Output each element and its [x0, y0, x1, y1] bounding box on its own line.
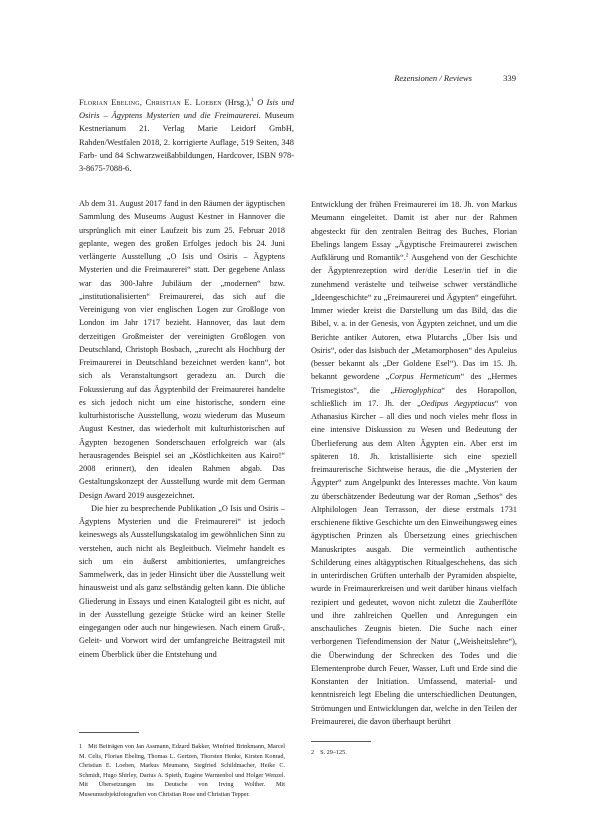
- text-column-right: [311, 198, 517, 728]
- paragraph: Ab dem 31. August 2017 fand in den Räumen der ägyptischen Sammlung des Museums August Kestner in Hannover die ursprünglich mit einer Laufzeit bis zum 25. Februar 2018 geplante, wegen des großen Erfolges jedoch bis 24. Juni verlängerte Ausstellung „O Isis und Osiris – Ägyptens Mysterien und die Freimaurerei“ statt. Der gegebene Anlass war das 300-Jahre Jubiläum der „modernen“ bzw. „institutionalisierten“ Freimaurerei, das sich auf die Vereinigung von vier englischen Logen zur Großloge von London im Jahr 1717 bezieht. Hannover, das laut dem derzeitigen Großmeister der vereinigten Großlogen von Deutschland, Christoph Bosbach, „zurecht als Hochburg der Freimaurerei in Deutschland bezeichnet werden kann“, bot sich als Veranstaltungsort geradezu an. Durch die Fokussierung auf das Ägyptenbild der Freimaurerei handelte es sich jedoch nicht um eine historische, sondern eine kulturhistorische Ausstellung, wozu wiederum das Museum August Kestner, das wiederholt mit kulturhistorischen auf Ägypten bezogenen Sonderschauen erfolgreich war (als herausragendes Beispiel sei an „Köstlichkeiten aus Kairo!“ 2008 erinnert), den idealen Rahmen abgab. Das Gestaltungskonzept der Ausstellung wurde mit dem German Design Award 2019 ausgezeichnet.: [79, 199, 285, 500]
- book-title-part1: O Isis und Osiris –: [79, 98, 294, 121]
- text-column-left: [79, 197, 285, 661]
- footnote-divider: [79, 732, 139, 733]
- footnote-1: [79, 742, 285, 799]
- italic-title: Hieroglyphica: [394, 385, 442, 395]
- editor-note: (Hrsg.),: [221, 98, 252, 107]
- publication-details: . Museum Kestnerianum 21. Verlag Marie Leidorf GmbH, Rahden/Westfalen 2018, 2. korrigierte Auflage, 519 Seiten, 348 Farb- und 84 Schwarzweißabbildungen, Hardcover, ISBN 978-3-8675-7088-6.: [79, 111, 295, 174]
- italic-title: Oedipus Aegyptiacus: [420, 398, 495, 408]
- footnote-marker-1: 1: [251, 97, 254, 104]
- footnote-text: Mit Beiträgen von Jan Assmann, Edzard Bakker, Winfried Brinkmann, Marcel M. Celis, Florian Ebeling, Thomas L. Gertzen, Thorsten Henke, Kirsten Konrad, Christian E. Loeben, Markus Meumann, Siegfried Schildmacher, Heike C. Schmidt, Hugo Shirley, Darius A. Spieth, Eugène Warmenbol und Holger Wenzel. Mit Übersetzungen ins Deutsche von Irving Wolther. Mit Museumsobjektfotografien von Christian Rose und Christian Tepper.: [79, 743, 285, 798]
- footnote-text: S. 29–125.: [320, 749, 347, 756]
- paragraph: Die hier zu besprechende Publikation „O Isis und Osiris – Ägyptens Mysterien und die Freimaurerei“ ist jedoch keineswegs als Ausstellungskatalog im gewöhnlichen Sinn zu verstehen, auch nicht als Begleitbuch. Vielmehr handelt es sich um ein äußerst ambitioniertes, umfangreiches Sammelwerk, das in jeder Hinsicht über die Ausstellung weit hinausweist und als ganz selbständig gelten kann. Die übliche Gliederung in Essays und einen Katalogteil gibt es nicht, auf in der Ausstellung gezeigte Stücke wird an keiner Stelle eingegangen oder auch nur hingewiesen. Nach einem Gruß-, Geleit- und Vorwort wird der umfangreiche Beitragsteil mit einem Überblick über die Entstehung und: [79, 503, 285, 659]
- section-title: Rezensionen / Reviews: [394, 73, 472, 83]
- footnote-2: [311, 748, 517, 758]
- footnote-number: 2: [311, 749, 315, 756]
- page-number: 339: [503, 73, 516, 83]
- footnote-number: 1: [79, 743, 83, 750]
- italic-title: Corpus Hermeticum: [389, 372, 461, 382]
- running-head: [79, 71, 516, 85]
- footnote-divider: [311, 741, 371, 742]
- book-title-part2: Ägyptens Mysterien und die Freimaurerei: [111, 111, 259, 121]
- paragraph: Entwicklung der frühen Freimaurerei im 18. Jh. von Markus Meumann eingeleitet. Damit ist aber nur der Rahmen abgesteckt für den zentralen Beitrag des Buches, Florian Ebelings langem Essay „Ägyptische Freimaurerei zwischen Aufklärung und Romantik“.$^2$ Ausgehend von der Geschichte der Ägyptenrezeption wird der/die Leser/in tief in die zunehmend verästelte und teilweise schwer verständliche „Ideengeschichte“ zu „Freimaurerei und Ägypten“ eingeführt. Immer wieder kreist die Darstellung um das Bild, das die Bibel, v. a. in der Genesis, von Ägypten zeichnet, und um die Berichte antiker Autoren, etwa Plutarchs „Über Isis und Osiris“, oder das Isisbuch der „Metamorphosen“ des Apuleius (besser bekannt als „Der Goldene Esel“). Das im 15. Jh. bekannt gewordene „Corpus Hermeticum“ des „Hermes Trismegistos“, die „Hieroglyphica“ des Horapollon, schließlich im 17. Jh. der „Oedipus Aegyptiacus“ von Athanasius Kircher – all dies und noch vieles mehr floss in eine intensive Diskussion zu Wesen und Bedeutung der Überlieferung aus dem Alten Ägypten ein. Aber erst im späteren 18. Jh. kristallisierte sich eine speziell freimaurerische Sichtweise heraus, die die „Mysterien der Ägypter“ zum Angelpunkt des Interesses machte. Von kaum zu überschätzender Bedeutung war der Roman „Sethos“ des Altphilologen Jean Terrasson, der diese erstmals 1731 erschienene fiktive Geschichte um den Einweihungsweg eines ägyptischen Prinzen als Übersetzung eines griechischen Manuskriptes ausgab. Die vermeintlich authentische Schilderung eines altägyptischen Ritualgeschehens, das sich in unterirdischen Grüften unterhalb der Pyramiden abspielte, wurde in Freimaurerkreisen und weit darüber hinaus vielfach rezipiert und gedeutet, wovon nicht zuletzt die Zauberflöte und ihre zahlreichen Quellen und Anregungen ein anschauliches Zeugnis bieten. Die Suche nach einer verborgenen Tiefendimension der Natur („Weisheitslehre“), die Überwindung der Schrecken des Todes und die Elementenprobe durch Feuer, Wasser, Luft und Erde sind die Konstanten der Initiation. Umfassend, material- und kenntnisreich legt Ebeling die unterschiedlichen Deutungen, Strömungen und Entwicklungen dar, welche in den Teilen der Freimaurerei, die davon überhaupt berührt: [311, 200, 518, 726]
- footnote-marker-2: 2: [405, 252, 409, 259]
- bibliographic-entry: [79, 96, 294, 175]
- book-authors: Florian Ebeling, Christian E. Loeben: [79, 98, 222, 107]
